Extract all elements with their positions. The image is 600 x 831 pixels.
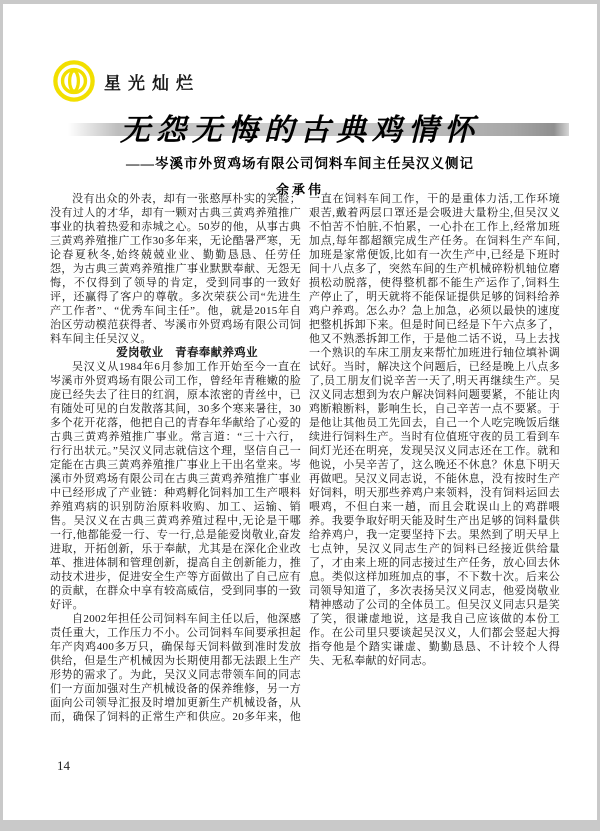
article-body: [50, 192, 560, 732]
paragraph-1: 没有出众的外表，却有一张憨厚朴实的笑脸；没有过人的才华，却有一颗对古典三黄鸡养殖推广事业的执着热爱和赤城之心。50岁的他，从事古典三黄鸡养殖推广工作30多年来，无论酷暑严寒，无论春夏秋冬,始终兢兢业业、勤勤恳恳、任劳任怨，为古典三黄鸡养殖推广事业默默奉献、无怨无悔，不仅得到了领导的肯定，受到同事的一致好评，还赢得了客户的尊敬。多次荣获公司“先进生产工作者”、“优秀车间主任”。他，就是2015年自治区劳动模范获得者、岑溪市外贸鸡场有限公司饲料车间主任吴汉义。: [50, 193, 301, 345]
article-title: 无怨无悔的古典鸡情怀: [120, 114, 480, 147]
brand-title: 星光灿烂: [104, 73, 200, 93]
article-header: [3, 112, 597, 198]
trade-union-emblem-icon: [53, 60, 95, 102]
page-number: 14: [57, 758, 70, 773]
article-subtitle: ——岑溪市外贸鸡场有限公司饲料车间主任吴汉义侧记: [126, 156, 474, 171]
paragraph-2: 吴汉义从1984年6月参加工作开始至今一直在岑溪市外贸鸡场有限公司工作，曾经年青稚嫩的脸庞已经失去了往日的红润，原本浓密的青丝中，已有随处可见的白发散落其间，30多个寒来暑往，30多个花开花落，他把自己的青春年华献给了心爱的古典三黄鸡养殖推广事业。常言道：“三十六行，行行出状元。”吴汉义同志就信这个理，坚信自己一定能在古典三黄鸡养殖推广事业上干出名堂来。岑溪市外贸鸡场有限公司在古典三黄鸡养殖推广事业中已经形成了产业链：种鸡孵化饲料加工生产喂料养殖鸡病的识别防治原料收购、加工、运输、销售。吴汉义在古典三黄鸡养殖过程中,无论是干哪一行,他都能爱一行、专一行,总是能爱岗敬业,奋发进取，开拓创新，乐于奉献，尤其是在深化企业改革、推进体制和管理创新，提高自主创新能力，推动技术进步，促进安全生产等方面做出了自己应有的贡献，在群众中享有较高威信，受到同事的一致好评。: [50, 361, 301, 611]
section-heading: 爱岗敬业 青春奉献养鸡业: [116, 347, 258, 359]
paragraph-3: 自2002年担任公司饲料车间主任以后，他深感责任重大，工作压力不小。公司饲料车间要承担起年产肉鸡400多万只，确保每天饲料做到准时发放供给，但是生产机械因为长期使用都无法跟上生产形势的需求了。为此，吴汉义同志带领车间的同志们一方面加强对生产机械设备的保养维修，另一方面向公司领导汇报及时增加更新生产机械设备，从而，确保了饲料的正常生产和供应。20多年来，他一直在饲料车间工作，干的是重体力活,工作环境艰苦,戴着两层口罩还是会吸进大量粉尘,但吴汉义不怕苦不怕脏,不怕累，一心扑在工作上,经常加班加点,每年都超额完成生产任务。在饲料生产车间,加班是家常便饭,比如有一次生产中,已经是下班时间十八点多了，突然车间的生产机械碎粉机轴位磨损松动脱落，使得整机都不能生产运作了,饲料生产停止了，明天就将不能保证提供足够的饲料给养鸡户养鸡。怎么办？急上加急，必须以最快的速度把整机拆卸下来。但是时间已经是下午六点多了，他又不熟悉拆卸工作，于是他二话不说，马上去找一个熟识的车床工朋友来帮忙加班进行轴位填补调试好。当时，解决这个问题后，已经是晚上八点多了,员工朋友们说辛苦一天了,明天再继续生产。吴汉义同志想到为农户解决饲料问题要紧，不能让肉鸡断粮断料，影响生长，自己辛苦一点不要紧。于是他让其他员工先回去，自己一个人吃完晚饭后继续进行饲料生产。当时有位值班守夜的员工看到车间灯光还在明亮，发现吴汉义同志还在工作。就和他说，小吴辛苦了，这么晚还不休息？休息下明天再做吧。吴汉义同志说，不能休息，没有按时生产好饲料，明天那些养鸡户来领料，没有饲料运回去喂鸡，不但白来一趟，而且会耽误山上的鸡群喂养。我要争取好明天能及时生产出足够的饲料量供给养鸡户，我一定要坚持下去。果然到了明天早上七点钟，吴汉义同志生产的饲料已经接近供给量了，才由来上班的同志接过生产任务，放心回去休息。类似这样加班加点的事，不下数十次。后来公司领导知道了，多次表扬吴汉义同志，他爱岗敬业精神感动了公司的全体员工。但吴汉义同志只是笑了笑，很谦虚地说，这是我自己应该做的本份工作。在公司里只要谈起吴汉义，人们都会竖起大拇指夸他是个踏实谦虚、勤勤恳恳、不计较个人得失、无私奉献的好同志。: [50, 193, 560, 723]
magazine-page: [3, 4, 597, 820]
author-byline: 余承伟: [275, 182, 324, 197]
brand-header: [53, 60, 200, 102]
